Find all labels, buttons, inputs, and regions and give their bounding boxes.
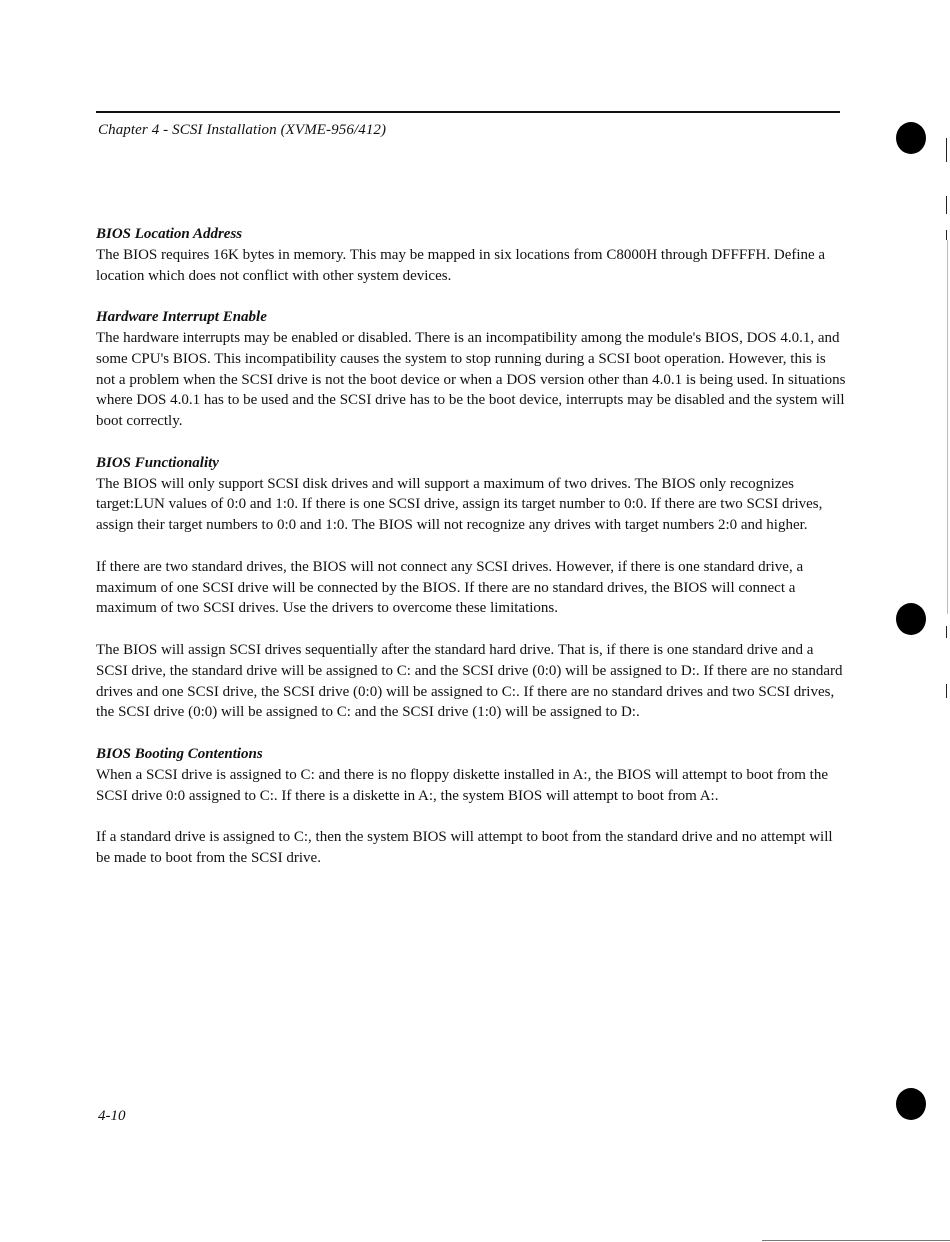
section-bios-location-address xyxy=(96,224,846,286)
paragraph-standard-drives: If there are two standard drives, the BIOS will not connect any SCSI drives. However, if there is one standard drive, a maximum of one SCSI drive will be connected by the BIOS. If there are no standard drives, the BIOS will connect a maximum of two SCSI drives. Use the drivers to overcome these limitations. xyxy=(96,558,804,617)
punch-hole-middle xyxy=(896,603,926,635)
section-heading: BIOS Functionality xyxy=(96,454,219,471)
section-body: The hardware interrupts may be enabled or disabled. There is an incompatibility among the module's BIOS, DOS 4.0.1, and some CPU's BIOS. This incompatibility causes the system to stop running during a SCSI boot operation. However, this is not a problem when the SCSI drive is not the boot device or when a DOS version other than 4.0.1 is being used. In situations where DOS 4.0.1 has to be used and the SCSI drive has to be the boot device, interrupts may be disabled and the system will boot correctly. xyxy=(96,329,846,430)
section-hardware-interrupt-enable xyxy=(96,307,846,432)
section-bios-booting-contentions xyxy=(96,744,846,806)
paragraph-standard-drive-boot: If a standard drive is assigned to C:, then the system BIOS will attempt to boot from the standard drive and no attempt will be made to boot from the SCSI drive. xyxy=(96,829,833,866)
punch-hole-top xyxy=(896,122,926,154)
section-heading: BIOS Location Address xyxy=(96,226,243,242)
page-body xyxy=(96,224,846,890)
section-body: The BIOS requires 16K bytes in memory. This may be mapped in six locations from C8000H through DFFFFH. Define a location which does not conflict with other system devices. xyxy=(96,246,826,284)
margin-tick xyxy=(946,196,947,214)
paragraph-drive-assignment: The BIOS will assign SCSI drives sequentially after the standard hard drive. That is, if there is one standard drive and a SCSI drive, the standard drive will be assigned to C: and the SCSI drive (0:0) will be assigned to D:. If there are no standard drives and one SCSI drive, the SCSI drive (0:0) will be assigned to C:. If there are no standard drives and two SCSI drives, the SCSI drive (0:0) will be assigned to C: and the SCSI drive (1:0) will be assigned to D:. xyxy=(96,641,843,721)
section-body: When a SCSI drive is assigned to C: and there is no floppy diskette installed in A:, the BIOS will attempt to boot from the SCSI drive 0:0 assigned to C:. If there is a diskette in A:, the system BIOS will attempt to boot from A:. xyxy=(96,766,828,804)
section-heading: BIOS Booting Contentions xyxy=(96,745,263,762)
section-body: The BIOS will only support SCSI disk drives and will support a maximum of two drives. The BIOS only recognizes target:LUN values of 0:0 and 1:0. If there is one SCSI drive, assign its target number to 0:0. If there are two SCSI drives, assign their target numbers to 0:0 and 1:0. The BIOS will not recognize any drives with target numbers 2:0 and higher. xyxy=(96,475,823,534)
margin-tick xyxy=(947,240,948,614)
header-rule xyxy=(96,111,840,113)
section-heading: Hardware Interrupt Enable xyxy=(96,309,267,326)
margin-tick xyxy=(946,684,947,698)
section-bios-functionality xyxy=(96,453,846,536)
corner-rule xyxy=(762,1240,950,1241)
margin-tick xyxy=(946,626,947,638)
punch-hole-bottom xyxy=(896,1088,926,1120)
margin-tick xyxy=(946,230,947,240)
running-head: Chapter 4 - SCSI Installation (XVME-956/412) xyxy=(98,122,387,138)
margin-tick xyxy=(946,138,947,162)
page-number: 4-10 xyxy=(98,1108,126,1124)
